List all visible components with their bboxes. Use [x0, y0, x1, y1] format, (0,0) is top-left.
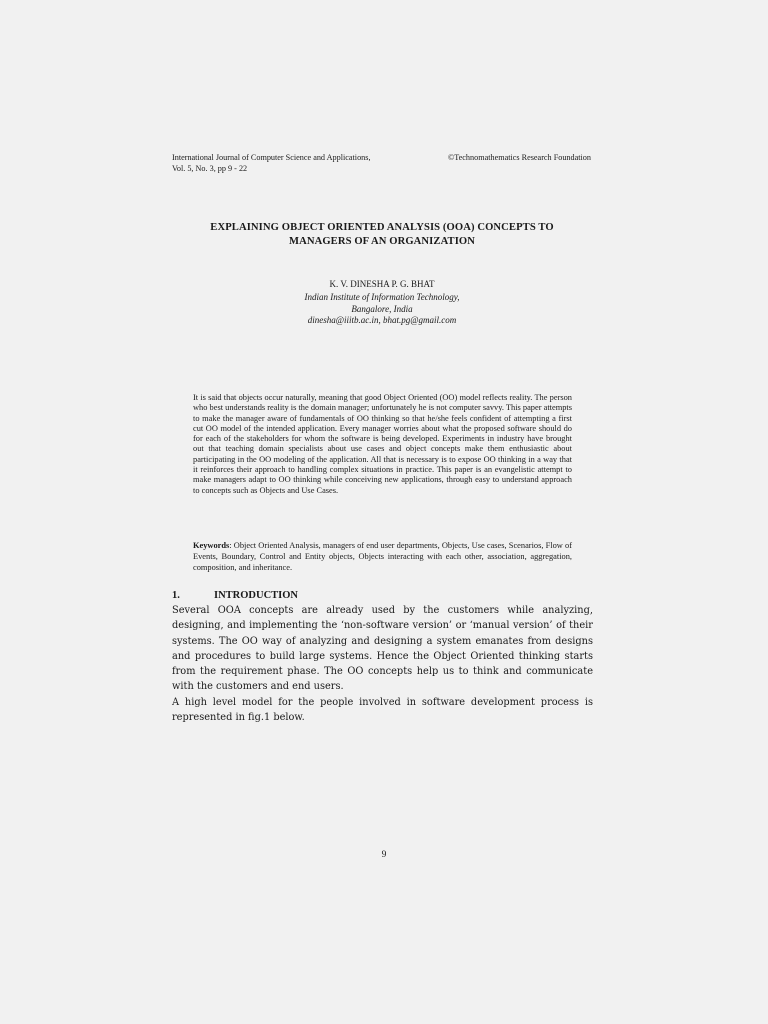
copyright-notice: ©Technomathematics Research Foundation [448, 153, 591, 162]
keywords [193, 540, 572, 574]
section-heading [172, 590, 298, 601]
journal-volume: Vol. 5, No. 3, pp 9 - 22 [172, 163, 248, 173]
paragraph: Several OOA concepts are already used by the customers while analyzing, designing, and implementing the ‘non-software version’ or ‘manual version’ of their systems. The OO way of analyzing and designing a system emanates from designs and procedures to build large systems. Hence the Object Oriented thinking starts from the requirement phase. The OO concepts help us to think and communicate with the customers and end users. [172, 605, 593, 693]
section-number: 1. [172, 590, 180, 601]
paper-title-line-2: MANAGERS OF AN ORGANIZATION [288, 235, 476, 247]
journal-name: International Journal of Computer Science and Applications, [172, 153, 371, 162]
page-number: 9 [381, 850, 387, 860]
journal-header [172, 153, 371, 174]
paragraph: A high level model for the people involved in software development process is represented in fig.1 below. [172, 696, 593, 724]
authors: K. V. DINESHA P. G. BHAT [329, 279, 435, 289]
section-title: INTRODUCTION [214, 590, 299, 601]
abstract: It is said that objects occur naturally, meaning that good Object Oriented (OO) model reflects reality. The person who best understands reality is the domain manager; unfortunately he is not computer savvy. This paper attempts to make the manager aware of fundamentals of OO thinking so that he/she feels confident of attempting a first cut OO model of the intended application. Every manager worries about what the proposed software should do for each of the stakeholders for whom the software is being developed. Experiments in industry have brought out that teaching domain specialists about use cases and object concepts make them enthusiastic about participating in the OO modeling of the application. All that is necessary is to expose OO thinking in a way that it reinforces their approach to handling complex situations in practice. This paper is an evangelistic attempt to make managers adapt to OO thinking while conceiving new applications, through easy to understand approach to concepts such as Objects and Use Cases. [193, 393, 572, 495]
keywords-label: Keywords [193, 541, 230, 550]
introduction-body [172, 603, 593, 725]
institute-city: Bangalore, India [351, 303, 413, 314]
paper-title-line-1: EXPLAINING OBJECT ORIENTED ANALYSIS (OOA) CONCEPTS TO [210, 222, 554, 233]
author-emails: dinesha@iiitb.ac.in, bhat.pg@gmail.com [307, 315, 457, 326]
institute: Indian Institute of Information Technology, [304, 292, 460, 302]
affiliation [172, 292, 592, 327]
keywords-text: : Object Oriented Analysis, managers of end user departments, Objects, Use cases, Scenarios, Flow of Events, Boundary, Control and Entity objects, Objects interacting with each other, association, aggregation, composition, and inheritance. [193, 541, 572, 573]
paper-title [172, 221, 592, 248]
